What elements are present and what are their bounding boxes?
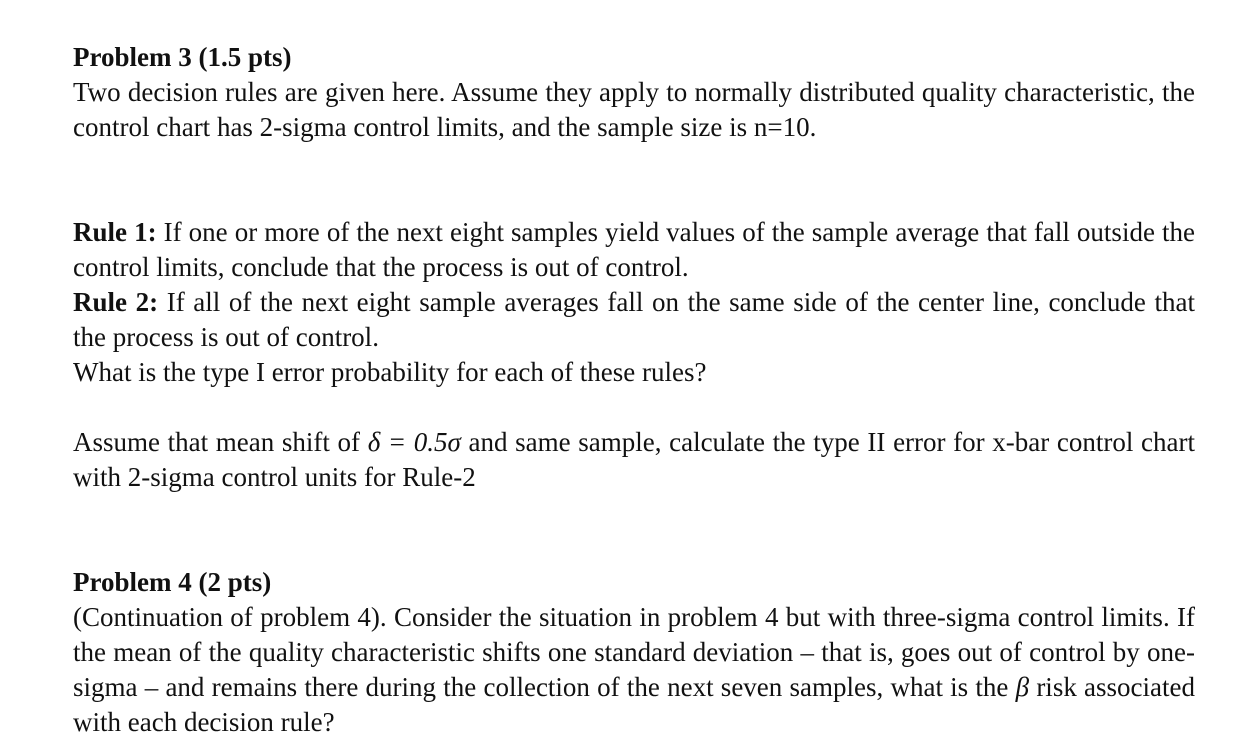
problem4-text-pre: (Continuation of problem 4). Consider the situation in problem 4 but with three-sigma control limits. If the mean of the quality characteristic shifts one standard deviation – that is, goes out of control by one-sigma – and remains there during the collection of the next seven samples, what is the bbox=[73, 602, 1195, 702]
problem4-heading: Problem 4 (2 pts) bbox=[73, 567, 272, 597]
spacer bbox=[73, 390, 1195, 425]
rule1-label: Rule 1: bbox=[73, 217, 157, 247]
rule2-label: Rule 2: bbox=[73, 287, 159, 317]
problem3-intro: Two decision rules are given here. Assume they apply to normally distributed quality characteristic, the control chart has 2-sigma control limits, and the sample size is n=10. bbox=[73, 77, 1195, 142]
shift-paragraph bbox=[73, 425, 1195, 495]
shift-math: δ = 0.5σ bbox=[367, 427, 461, 457]
rule1-text: If one or more of the next eight samples yield values of the sample average that fall outside the control limits, conclude that the process is out of control. bbox=[73, 217, 1195, 282]
rule2-paragraph bbox=[73, 285, 1195, 355]
shift-text-pre: Assume that mean shift of bbox=[73, 427, 368, 457]
document-page bbox=[73, 40, 1195, 740]
shift-text-post: and same sample, calculate the type II error for x-bar control chart with 2-sigma control units for Rule-2 bbox=[73, 427, 1195, 492]
problem4-text bbox=[73, 600, 1195, 740]
beta-symbol: β bbox=[1015, 672, 1030, 702]
rule2-text: If all of the next eight sample averages fall on the same side of the center line, conclude that the process is out of control. bbox=[73, 287, 1195, 352]
spacer bbox=[73, 145, 1195, 215]
problem4-text-post: risk associated with each decision rule? bbox=[73, 672, 1196, 737]
spacer bbox=[73, 495, 1195, 565]
rule1-paragraph bbox=[73, 215, 1195, 285]
problem3-question: What is the type I error probability for each of these rules? bbox=[73, 357, 707, 387]
problem3-heading: Problem 3 (1.5 pts) bbox=[73, 42, 292, 72]
